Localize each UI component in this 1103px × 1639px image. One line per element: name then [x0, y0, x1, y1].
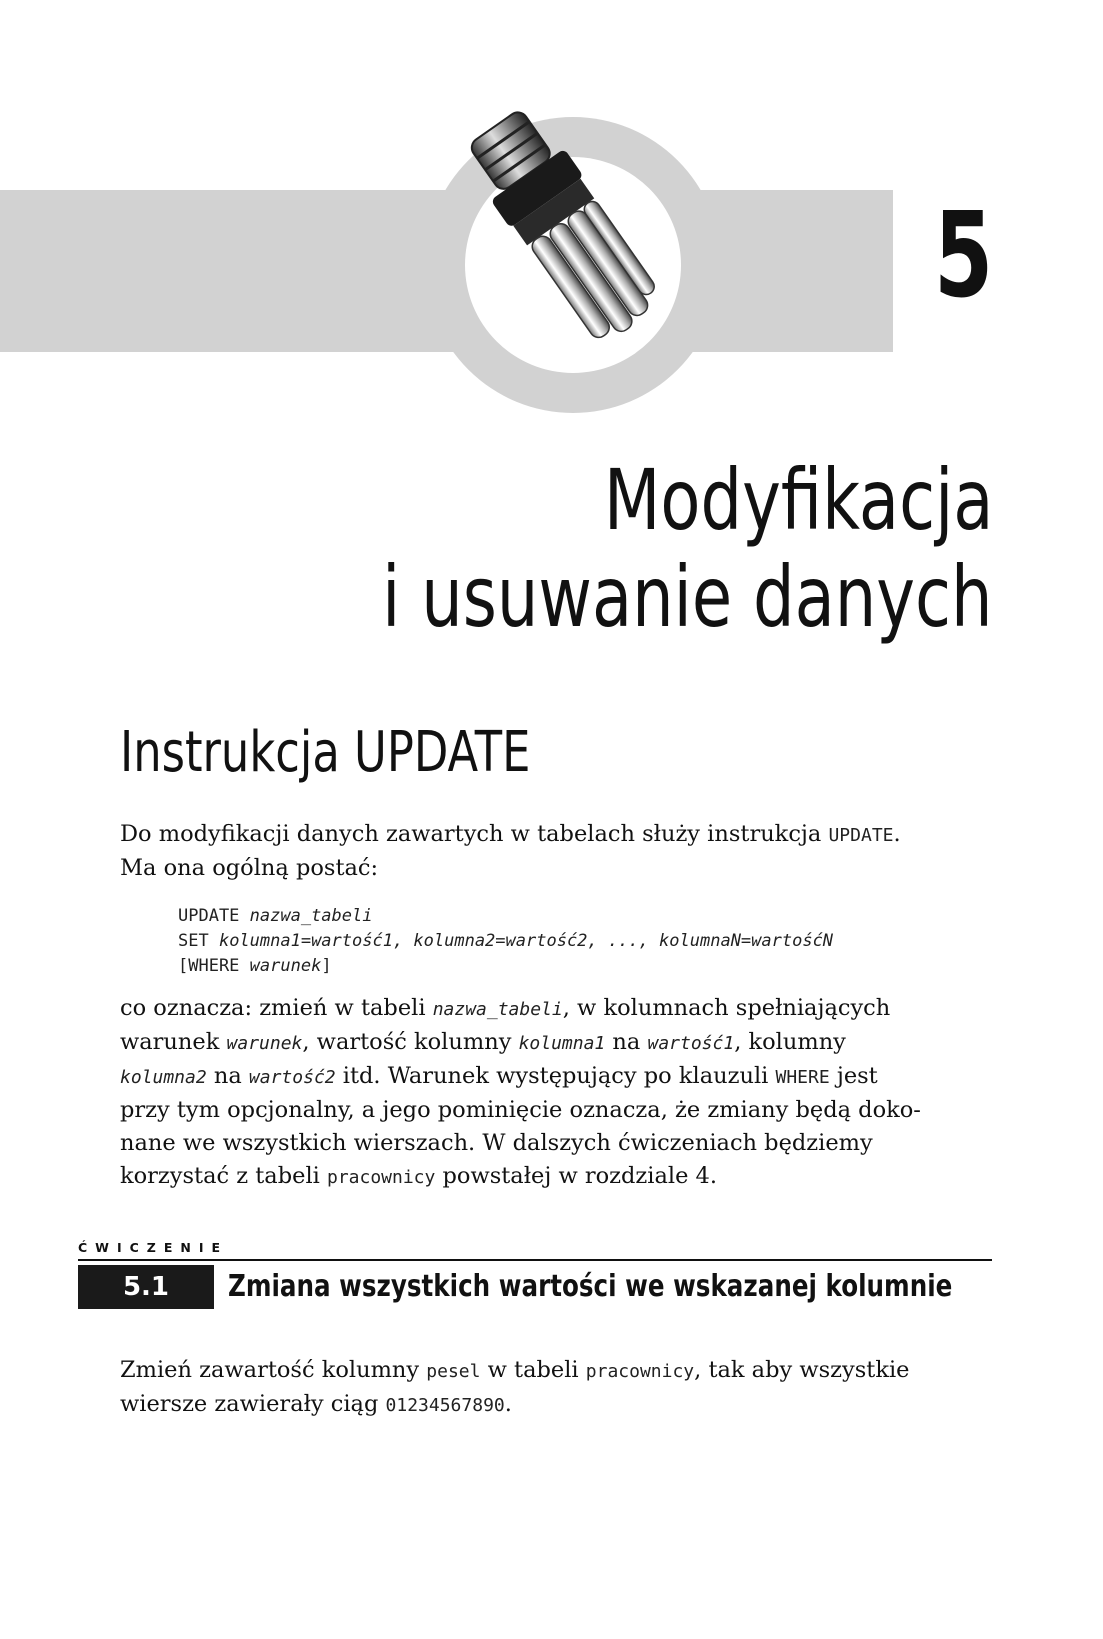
explanation-text: powstałej w rozdziale 4.: [435, 1163, 718, 1189]
exercise-body: [120, 1354, 992, 1422]
explanation-text: , kolumny: [734, 1029, 846, 1055]
code-keyword: [WHERE: [178, 956, 250, 976]
intro-paragraph: [120, 818, 992, 885]
inline-code: 01234567890: [385, 1395, 505, 1416]
chapter-title-line-1: Modyfikacja: [603, 451, 993, 549]
exercise-body-line-1: [120, 1354, 992, 1388]
inline-code: pracownicy: [326, 1167, 436, 1188]
inline-code: WHERE: [775, 1067, 830, 1088]
explanation-text: na: [605, 1029, 648, 1055]
exercise-text: Zmień zawartość kolumny: [120, 1357, 427, 1383]
inline-code: pesel: [426, 1361, 481, 1382]
chapter-title-line-2: i usuwanie danych: [382, 548, 993, 646]
intro-text: Do modyfikacji danych zawartych w tabelach służy instrukcja: [120, 821, 829, 847]
chapter-number: 5: [933, 186, 993, 324]
intro-line-1: [120, 818, 992, 852]
explanation-line-6: [120, 1160, 992, 1194]
inline-code: warunek: [226, 1033, 303, 1054]
code-argument: warunek: [249, 956, 322, 976]
syntax-code-block: [178, 904, 833, 979]
code-argument: kolumna1=wartość1, kolumna2=wartość2, ..., kolumnaN=wartośćN: [218, 931, 834, 951]
explanation-line-3: [120, 1060, 992, 1094]
inline-code: kolumna2: [120, 1067, 207, 1088]
code-bracket: ]: [321, 956, 332, 976]
inline-code: UPDATE: [828, 825, 894, 846]
inline-code: kolumna1: [518, 1033, 606, 1054]
inline-code: wartość1: [647, 1033, 735, 1054]
exercise-body-line-2: [120, 1388, 992, 1422]
explanation-text: jest: [829, 1063, 878, 1089]
code-line-1: [178, 904, 833, 929]
code-keyword: UPDATE: [178, 906, 250, 926]
exercise-text: , tak aby wszystkie: [694, 1357, 910, 1383]
explanation-text: , w kolumnach spełniających: [562, 995, 891, 1021]
exercise-number-badge: 5.1: [78, 1265, 214, 1309]
exercise-text: w tabeli: [480, 1357, 586, 1383]
explanation-paragraph: [120, 992, 992, 1194]
intro-text: Ma ona ogólną postać:: [120, 855, 379, 881]
explanation-text: na: [206, 1063, 249, 1089]
explanation-text: co oznacza: zmień w tabeli: [120, 995, 433, 1021]
inline-code: pracownicy: [585, 1361, 695, 1382]
explanation-line-1: [120, 992, 992, 1026]
inline-code: nazwa_tabeli: [432, 999, 563, 1020]
inline-code: wartość2: [248, 1067, 336, 1088]
explanation-text: itd. Warunek występujący po klauzuli: [335, 1063, 776, 1089]
light-bulb-icon: [440, 110, 700, 350]
code-line-2: [178, 929, 833, 954]
code-line-3: [178, 954, 833, 979]
exercise-text: .: [504, 1391, 512, 1417]
exercise-label: ĆWICZENIE: [78, 1240, 229, 1255]
exercise-text: wiersze zawierały ciąg: [120, 1391, 386, 1417]
code-argument: nazwa_tabeli: [249, 906, 373, 926]
explanation-line-4: przy tym opcjonalny, a jego pominięcie oznacza, że zmiany będą doko-: [120, 1097, 921, 1123]
code-keyword: SET: [178, 931, 219, 951]
intro-punct: .: [893, 821, 901, 847]
exercise-title: Zmiana wszystkich wartości we wskazanej kolumnie: [228, 1269, 953, 1304]
exercise-divider: [78, 1259, 992, 1261]
explanation-text: , wartość kolumny: [302, 1029, 519, 1055]
explanation-text: korzystać z tabeli: [120, 1163, 327, 1189]
section-heading: Instrukcja UPDATE: [120, 720, 531, 785]
explanation-line-2: [120, 1026, 992, 1060]
explanation-line-5: nane we wszystkich wierszach. W dalszych ćwiczeniach będziemy: [120, 1130, 873, 1156]
explanation-text: warunek: [120, 1029, 227, 1055]
intro-line-2: [120, 852, 992, 885]
